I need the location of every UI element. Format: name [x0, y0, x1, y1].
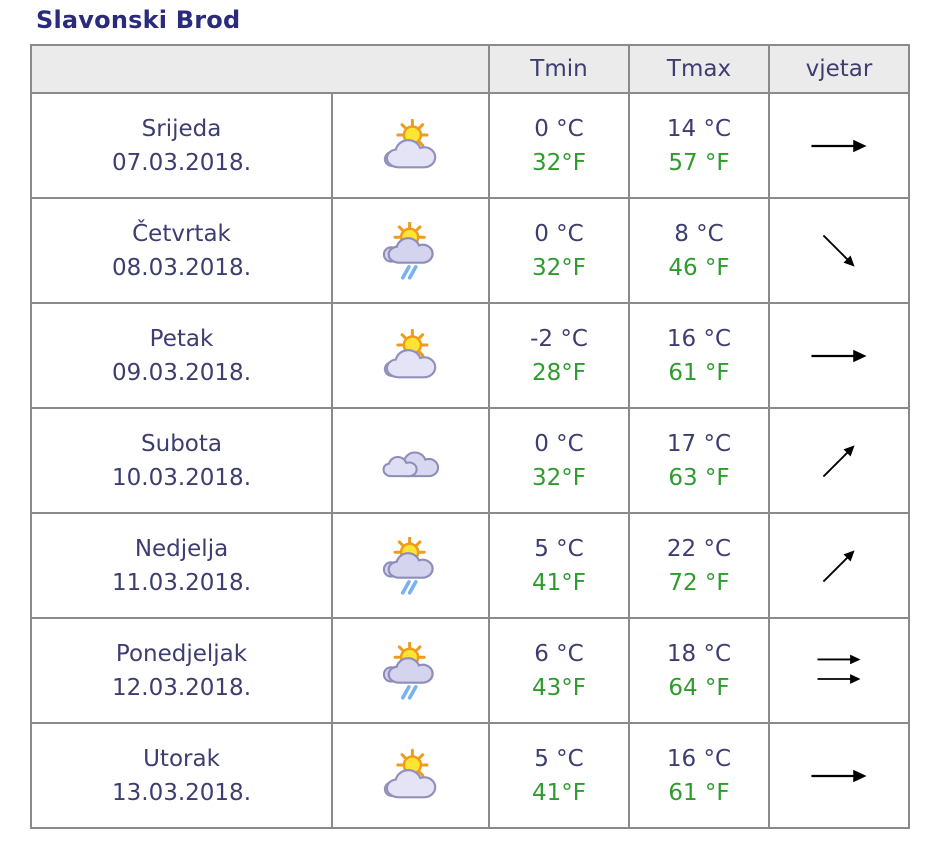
- weather-icon-cell: [332, 513, 489, 618]
- header-wind: vjetar: [769, 45, 909, 93]
- day-name: Ponedjeljak: [115, 640, 248, 667]
- tmin-celsius: 5 °C: [534, 535, 584, 562]
- weather-icon-cell: [332, 723, 489, 828]
- sun-cloud-rain-icon: [378, 222, 444, 280]
- header-tmax: Tmax: [629, 45, 769, 93]
- forecast-row: [31, 618, 909, 723]
- tmin-cell: [489, 618, 629, 723]
- day-cell: [31, 513, 332, 618]
- day-date: 10.03.2018.: [112, 464, 251, 491]
- wind-up-right-arrow-icon: [807, 534, 871, 598]
- forecast-row: [31, 408, 909, 513]
- tmin-celsius: -2 °C: [530, 325, 588, 352]
- tmin-cell: [489, 93, 629, 198]
- tmin-cell: [489, 513, 629, 618]
- tmin-fahrenheit: 43°F: [532, 674, 586, 701]
- day-name: Utorak: [143, 745, 220, 772]
- tmax-fahrenheit: 46 °F: [668, 254, 730, 281]
- day-name: Četvrtak: [132, 220, 231, 247]
- tmax-cell: [629, 723, 769, 828]
- wind-up-right-arrow-icon: [807, 429, 871, 493]
- day-cell: [31, 198, 332, 303]
- day-cell: [31, 408, 332, 513]
- sun-cloud-rain-icon: [378, 642, 444, 700]
- tmax-cell: [629, 618, 769, 723]
- tmin-fahrenheit: 32°F: [532, 254, 586, 281]
- tmin-fahrenheit: 41°F: [532, 779, 586, 806]
- wind-right-arrow-icon: [807, 324, 871, 388]
- tmax-fahrenheit: 61 °F: [668, 359, 730, 386]
- tmax-cell: [629, 513, 769, 618]
- tmax-cell: [629, 303, 769, 408]
- tmax-fahrenheit: 61 °F: [668, 779, 730, 806]
- tmax-celsius: 18 °C: [666, 640, 732, 667]
- tmin-cell: [489, 198, 629, 303]
- forecast-row: [31, 723, 909, 828]
- tmin-celsius: 0 °C: [534, 220, 584, 247]
- wind-cell: [769, 408, 909, 513]
- wind-cell: [769, 513, 909, 618]
- tmin-fahrenheit: 41°F: [532, 569, 586, 596]
- tmin-cell: [489, 408, 629, 513]
- sun-cloud-icon: [378, 117, 444, 175]
- tmin-cell: [489, 303, 629, 408]
- tmin-fahrenheit: 32°F: [532, 149, 586, 176]
- forecast-row: [31, 513, 909, 618]
- day-date: 12.03.2018.: [112, 674, 251, 701]
- forecast-row: [31, 198, 909, 303]
- page-title: Slavonski Brod: [36, 6, 241, 34]
- tmax-cell: [629, 93, 769, 198]
- tmin-fahrenheit: 32°F: [532, 464, 586, 491]
- tmax-cell: [629, 198, 769, 303]
- tmax-celsius: 16 °C: [666, 325, 732, 352]
- wind-right-arrow-icon: [807, 114, 871, 178]
- day-date: 09.03.2018.: [112, 359, 251, 386]
- wind-cell: [769, 303, 909, 408]
- wind-right-arrow-icon: [807, 744, 871, 808]
- day-date: 13.03.2018.: [112, 779, 251, 806]
- weather-icon-cell: [332, 303, 489, 408]
- wind-cell: [769, 723, 909, 828]
- tmin-celsius: 0 °C: [534, 115, 584, 142]
- wind-cell: [769, 198, 909, 303]
- day-name: Petak: [149, 325, 214, 352]
- tmin-fahrenheit: 28°F: [532, 359, 586, 386]
- weather-icon-cell: [332, 618, 489, 723]
- sun-cloud-icon: [378, 327, 444, 385]
- wind-cell: [769, 93, 909, 198]
- tmax-celsius: 14 °C: [666, 115, 732, 142]
- forecast-table: [30, 44, 910, 829]
- header-row: [31, 45, 909, 93]
- cloudy-icon: [378, 432, 444, 490]
- day-cell: [31, 303, 332, 408]
- header-tmin: Tmin: [489, 45, 629, 93]
- tmax-celsius: 17 °C: [666, 430, 732, 457]
- tmin-celsius: 6 °C: [534, 640, 584, 667]
- sun-cloud-icon: [378, 747, 444, 805]
- tmax-fahrenheit: 64 °F: [668, 674, 730, 701]
- day-date: 08.03.2018.: [112, 254, 251, 281]
- tmin-celsius: 0 °C: [534, 430, 584, 457]
- day-cell: [31, 618, 332, 723]
- weather-icon-cell: [332, 198, 489, 303]
- day-date: 11.03.2018.: [112, 569, 251, 596]
- wind-down-right-arrow-icon: [807, 219, 871, 283]
- wind-double-right-arrow-icon: [807, 639, 871, 703]
- day-name: Nedjelja: [134, 535, 229, 562]
- day-date: 07.03.2018.: [112, 149, 251, 176]
- forecast-row: [31, 93, 909, 198]
- tmax-fahrenheit: 57 °F: [668, 149, 730, 176]
- header-blank-cell: [31, 45, 489, 93]
- tmax-celsius: 16 °C: [666, 745, 732, 772]
- weather-icon-cell: [332, 408, 489, 513]
- day-cell: [31, 723, 332, 828]
- day-name: Subota: [141, 430, 222, 457]
- tmin-celsius: 5 °C: [534, 745, 584, 772]
- tmin-cell: [489, 723, 629, 828]
- weather-icon-cell: [332, 93, 489, 198]
- sun-cloud-rain-icon: [378, 537, 444, 595]
- tmax-cell: [629, 408, 769, 513]
- tmax-celsius: 22 °C: [666, 535, 732, 562]
- forecast-row: [31, 303, 909, 408]
- tmax-celsius: 8 °C: [674, 220, 724, 247]
- wind-cell: [769, 618, 909, 723]
- tmax-fahrenheit: 72 °F: [668, 569, 730, 596]
- day-cell: [31, 93, 332, 198]
- day-name: Srijeda: [141, 115, 222, 142]
- tmax-fahrenheit: 63 °F: [668, 464, 730, 491]
